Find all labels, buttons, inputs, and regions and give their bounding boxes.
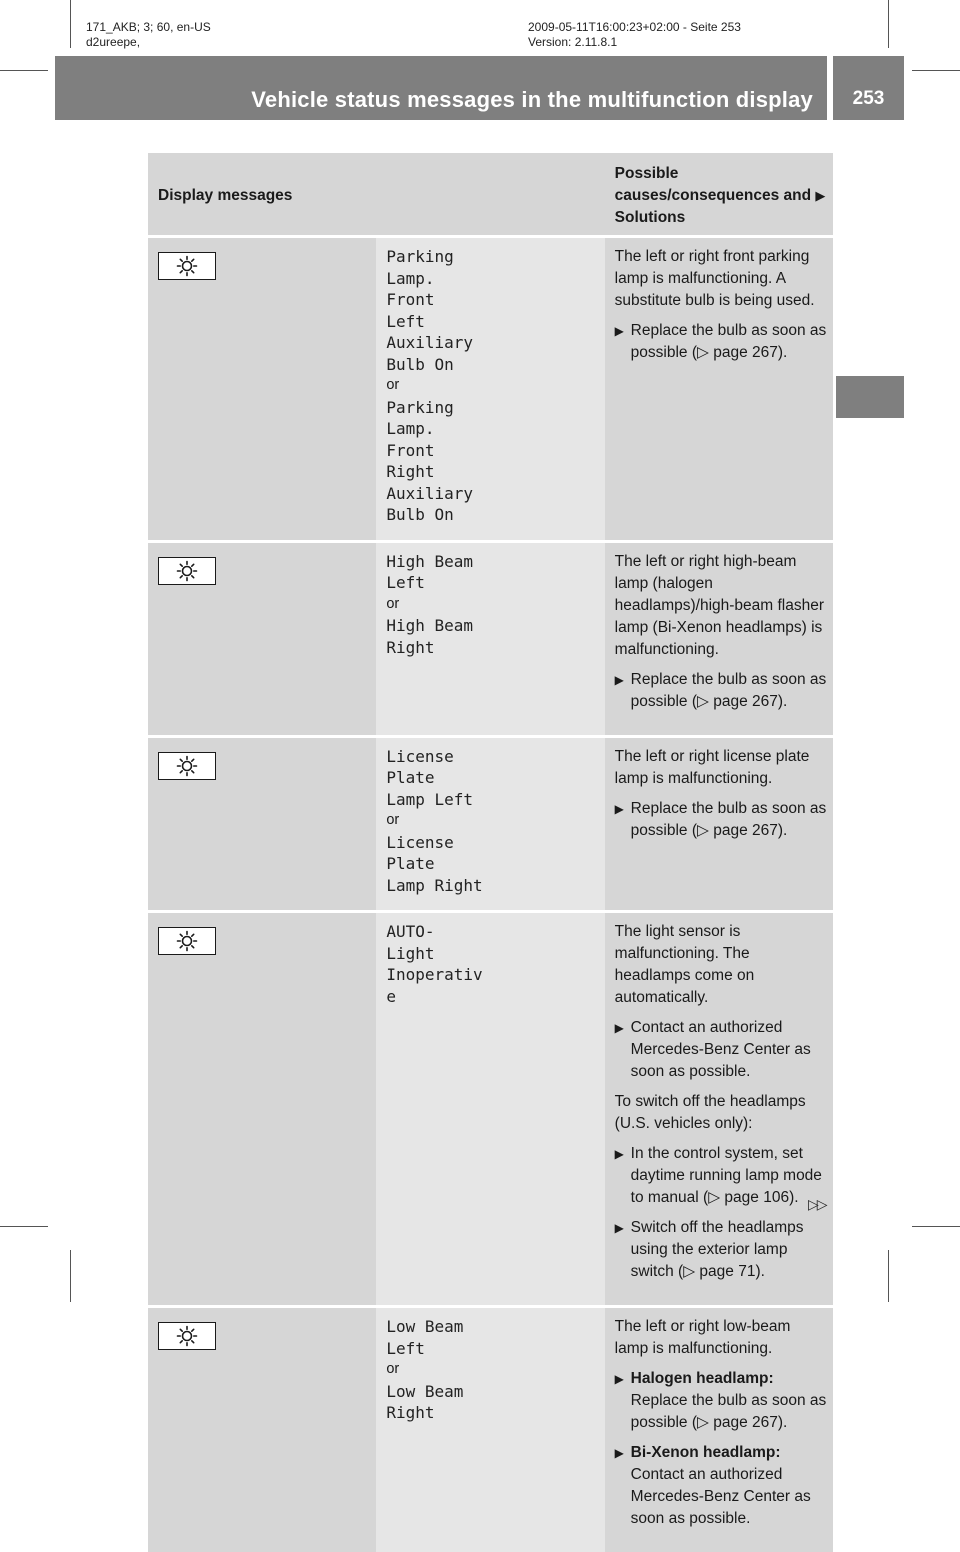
bulb-warning-icon — [158, 927, 216, 955]
solution-step — [615, 798, 827, 842]
header-title-bar — [55, 56, 827, 120]
display-message-alt: Parking Lamp. Front Right Auxiliary Bulb On — [376, 397, 604, 526]
or-label: or — [376, 594, 604, 616]
print-meta-right-line1: 2009-05-11T16:00:23+02:00 - Seite 253 — [528, 20, 741, 35]
step-arrow-icon: ▶ — [615, 1442, 624, 1464]
or-label: or — [376, 1359, 604, 1381]
table-row — [148, 541, 833, 736]
display-message-alt: License Plate Lamp Right — [376, 832, 604, 897]
cause-text: The left or right front parking lamp is malfunctioning. A substitute bulb is being used. — [615, 246, 827, 312]
icon-cell — [148, 237, 376, 542]
crop-mark — [912, 70, 960, 71]
step-text: Replace the bulb as soon as possible (▷ page 267). — [631, 671, 827, 710]
solution-step — [615, 1217, 827, 1283]
cause-text: The left or right low-beam lamp is malfunctioning. — [615, 1316, 827, 1360]
crop-mark — [912, 1226, 960, 1227]
crop-mark — [0, 1226, 48, 1227]
icon-cell — [148, 1307, 376, 1552]
column-header-solutions-suffix: Solutions — [615, 209, 686, 226]
crop-mark — [888, 0, 889, 48]
print-meta-right-line2: Version: 2.11.8.1 — [528, 35, 741, 50]
icon-cell — [148, 736, 376, 912]
display-message: AUTO- Light Inoperativ e — [376, 921, 604, 1007]
display-message: Low Beam Left — [376, 1316, 604, 1359]
step-lead: Halogen headlamp: — [631, 1370, 774, 1387]
step-text: Contact an authorized Mercedes-Benz Center as soon as possible. — [631, 1019, 811, 1080]
message-cell — [376, 736, 604, 912]
solution-text — [605, 921, 833, 1283]
sidebar-label-text: Practical hints — [852, 581, 878, 731]
table-row — [148, 912, 833, 1307]
solution-step — [615, 669, 827, 713]
step-arrow-icon: ▶ — [615, 1143, 624, 1165]
status-message-table — [148, 153, 833, 1552]
solution-text — [605, 551, 833, 713]
step-text: Switch off the headlamps using the exterior lamp switch (▷ page 71). — [631, 1219, 804, 1280]
solution-step — [615, 1442, 827, 1530]
table-row — [148, 1307, 833, 1552]
bulb-warning-icon — [158, 752, 216, 780]
sidebar-block — [836, 376, 904, 418]
or-label: or — [376, 375, 604, 397]
step-arrow-icon: ▶ — [615, 1217, 624, 1239]
icon-cell — [148, 541, 376, 736]
column-header-solutions-prefix: Possible causes/consequences and — [615, 165, 816, 204]
step-text: Replace the bulb as soon as possible (▷ page 267). — [631, 1392, 827, 1431]
solution-step — [615, 1017, 827, 1083]
step-text: In the control system, set daytime running lamp mode to manual (▷ page 106). — [631, 1145, 822, 1206]
print-meta-left-line2: d2ureepe, — [86, 35, 211, 50]
solution-text — [605, 746, 833, 842]
cause-text: The light sensor is malfunctioning. The headlamps come on automatically. — [615, 921, 827, 1009]
solution-cell — [605, 541, 833, 736]
message-cell — [376, 237, 604, 542]
message-cell — [376, 541, 604, 736]
page-title: Vehicle status messages in the multifunction display — [55, 86, 813, 114]
step-text: Replace the bulb as soon as possible (▷ page 267). — [631, 322, 827, 361]
step-arrow-icon: ▶ — [615, 798, 624, 820]
solution-step — [615, 1368, 827, 1434]
crop-mark — [0, 70, 48, 71]
solution-text — [605, 246, 833, 364]
step-arrow-icon: ▶ — [615, 1368, 624, 1390]
solution-cell — [605, 237, 833, 542]
table-row — [148, 736, 833, 912]
display-message: Parking Lamp. Front Left Auxiliary Bulb On — [376, 246, 604, 375]
header-page-bar — [833, 56, 904, 120]
solution-cell — [605, 1307, 833, 1552]
step-arrow-icon: ▶ — [615, 320, 624, 342]
column-header-solutions — [605, 153, 833, 237]
bulb-warning-icon — [158, 557, 216, 585]
arrow-icon: ▶ — [815, 188, 825, 203]
continue-arrows-icon: ▷▷ — [808, 1196, 826, 1213]
display-message: License Plate Lamp Left — [376, 746, 604, 811]
display-message: High Beam Left — [376, 551, 604, 594]
solution-cell — [605, 912, 833, 1307]
page-number: 253 — [833, 88, 904, 110]
step-text: Contact an authorized Mercedes-Benz Center as soon as possible. — [631, 1466, 811, 1527]
bulb-warning-icon — [158, 1322, 216, 1350]
display-message-alt: High Beam Right — [376, 615, 604, 658]
message-cell — [376, 1307, 604, 1552]
table-header-row — [148, 153, 833, 237]
print-meta-left-line1: 171_AKB; 3; 60, en-US — [86, 20, 211, 35]
bulb-warning-icon — [158, 252, 216, 280]
display-message-alt: Low Beam Right — [376, 1381, 604, 1424]
cause-text: The left or right high-beam lamp (halogen headlamps)/high-beam flasher lamp (Bi-Xenon headlamps) is malfunctioning. — [615, 551, 827, 661]
icon-cell — [148, 912, 376, 1307]
message-cell — [376, 912, 604, 1307]
step-lead: Bi-Xenon headlamp: — [631, 1444, 781, 1461]
note-text: To switch off the headlamps (U.S. vehicles only): — [615, 1091, 827, 1135]
step-arrow-icon: ▶ — [615, 1017, 624, 1039]
solution-step — [615, 320, 827, 364]
or-label: or — [376, 810, 604, 832]
step-text: Replace the bulb as soon as possible (▷ page 267). — [631, 800, 827, 839]
column-header-display: Display messages — [148, 153, 605, 237]
solution-cell — [605, 736, 833, 912]
solution-text — [605, 1316, 833, 1530]
crop-mark — [70, 1250, 71, 1302]
sidebar-section-label — [836, 556, 893, 756]
print-meta-right — [528, 20, 741, 50]
table-row — [148, 237, 833, 542]
crop-mark — [888, 1250, 889, 1302]
solution-step — [615, 1143, 827, 1209]
step-arrow-icon: ▶ — [615, 669, 624, 691]
crop-mark — [70, 0, 71, 48]
cause-text: The left or right license plate lamp is malfunctioning. — [615, 746, 827, 790]
print-meta-left — [86, 20, 211, 50]
